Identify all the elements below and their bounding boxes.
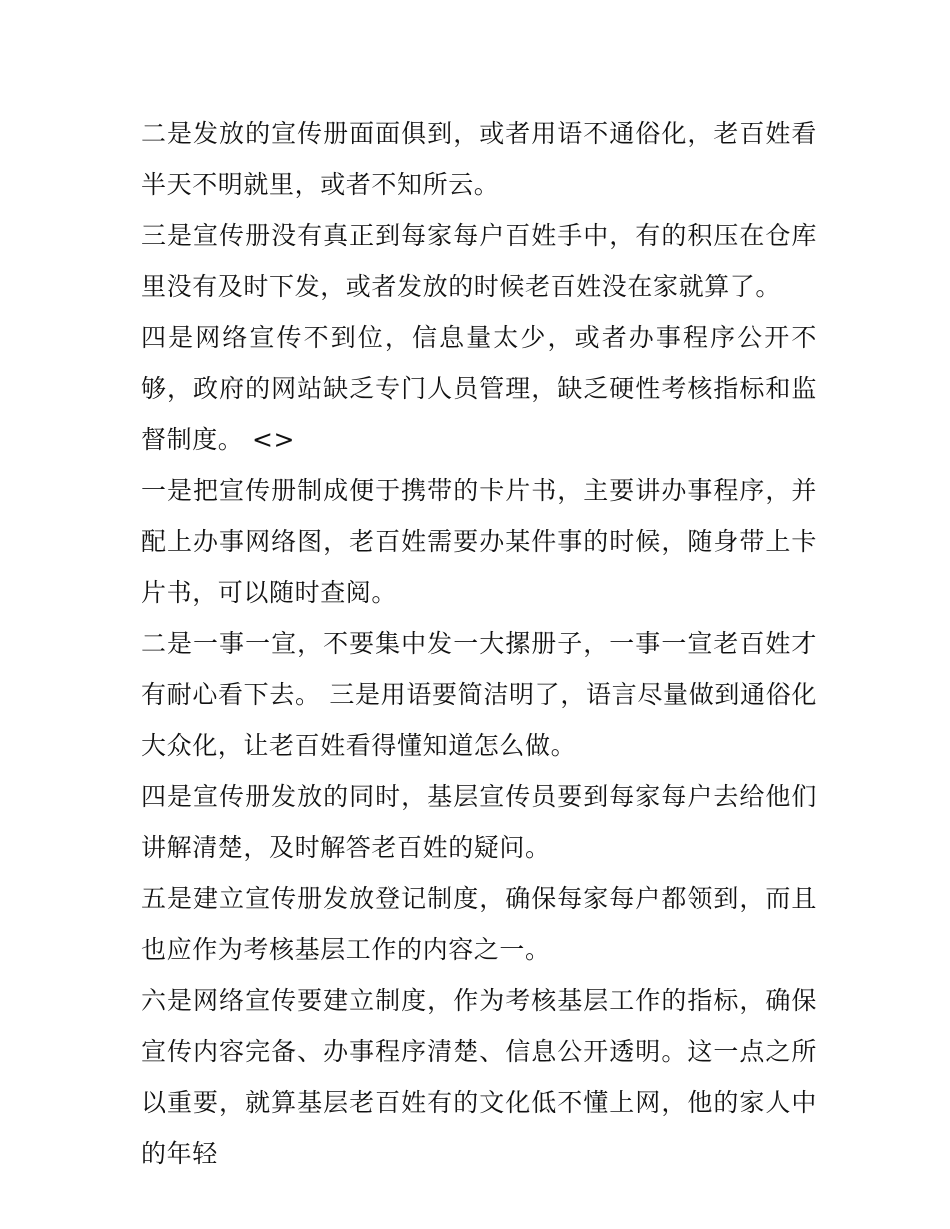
paragraph: 四是宣传册发放的同时，基层宣传员要到每家每户去给他们讲解清楚，及时解答老百姓的疑问。 bbox=[141, 782, 817, 862]
document-body bbox=[141, 108, 817, 1179]
paragraph: 一是把宣传册制成便于携带的卡片书，主要讲办事程序，并配上办事网络图，老百姓需要办某件事的时候，随身带上卡片书，可以随时查阅。 bbox=[141, 476, 817, 607]
paragraph: 三是宣传册没有真正到每家每户百姓手中，有的积压在仓库里没有及时下发，或者发放的时候老百姓没在家就算了。 bbox=[141, 221, 817, 301]
paragraph: 二是一事一宣，不要集中发一大摞册子，一事一宣老百姓才有耐心看下去。 三是用语要简洁明了，语言尽量做到通俗化大众化，让老百姓看得懂知道怎么做。 bbox=[141, 629, 817, 760]
paragraph: 五是建立宣传册发放登记制度，确保每家每户都领到，而且也应作为考核基层工作的内容之一。 bbox=[141, 884, 817, 964]
paragraph: 六是网络宣传要建立制度，作为考核基层工作的指标，确保宣传内容完备、办事程序清楚、信息公开透明。这一点之所以重要，就算基层老百姓有的文化低不懂上网，他的家人中的年轻 bbox=[141, 986, 817, 1168]
paragraph: 四是网络宣传不到位，信息量太少，或者办事程序公开不够，政府的网站缺乏专门人员管理，缺乏硬性考核指标和监督制度。 <> bbox=[141, 323, 817, 454]
paragraph: 二是发放的宣传册面面俱到，或者用语不通俗化，老百姓看半天不明就里，或者不知所云。 bbox=[141, 119, 817, 199]
